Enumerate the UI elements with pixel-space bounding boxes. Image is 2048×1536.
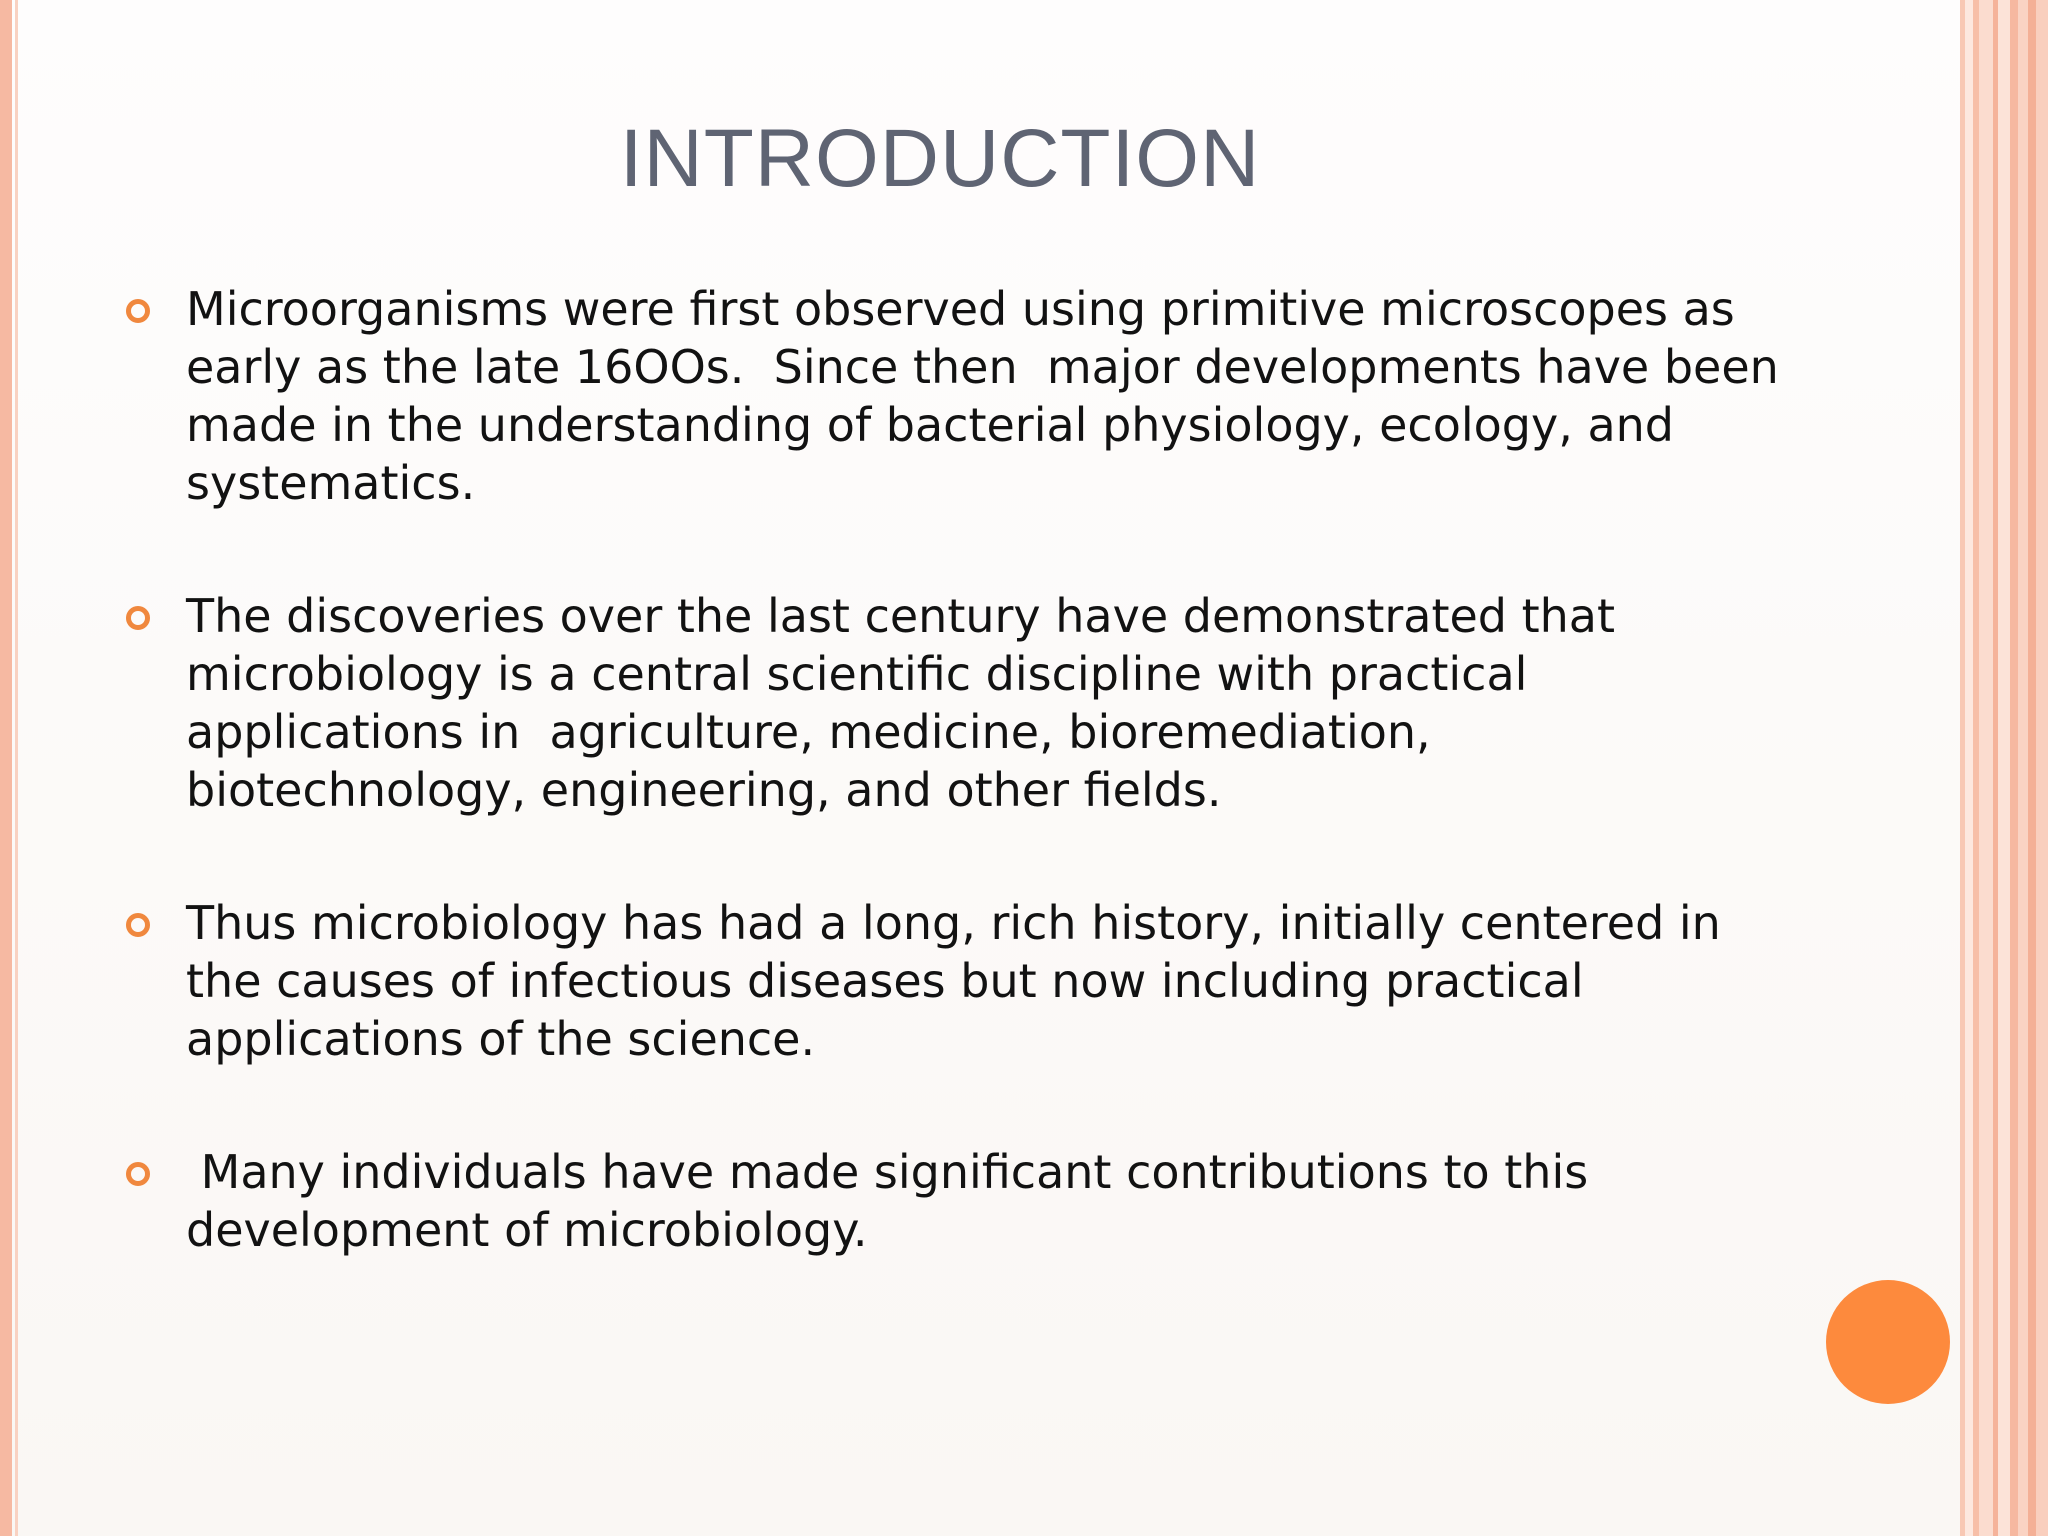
- left-border-inner: [15, 0, 18, 1536]
- bullet-list: [122, 280, 1794, 1334]
- bullet-text: The discoveries over the last century have demonstrated that microbiology is a central scientific discipline with practical applications in agriculture, medicine, bioremediation, biotechnology, engineering, and other fields.: [186, 589, 1630, 817]
- stripe: [2018, 0, 2028, 1536]
- bullet-item: [122, 894, 1782, 1068]
- stripe: [2036, 0, 2048, 1536]
- bullet-item: [122, 1143, 1782, 1259]
- bullet-text: Thus microbiology has had a long, rich history, initially centered in the causes of infectious diseases but now including practical applications of the science.: [186, 896, 1736, 1066]
- stripe: [2028, 0, 2036, 1536]
- bullet-text: Microorganisms were first observed using primitive microscopes as early as the late 16OOs. Since then major developments have been made in the understanding of bacterial physiology, ecology, and systematics.: [186, 282, 1794, 510]
- slide-title: INTRODUCTION: [619, 113, 1261, 204]
- bullet-item: [122, 280, 1794, 512]
- stripe: [1998, 0, 2010, 1536]
- bullet-item: [122, 587, 1782, 819]
- hollow-circle-bullet-icon: [126, 1162, 150, 1186]
- stripe: [1965, 0, 1973, 1536]
- left-border: [0, 0, 12, 1536]
- hollow-circle-bullet-icon: [126, 913, 150, 937]
- hollow-circle-bullet-icon: [126, 299, 150, 323]
- orange-circle-decoration: [1826, 1280, 1950, 1404]
- hollow-circle-bullet-icon: [126, 606, 150, 630]
- bullet-text: Many individuals have made significant contributions to this development of microbiology.: [186, 1145, 1603, 1257]
- stripe: [2010, 0, 2018, 1536]
- right-border-stripes: [1960, 0, 2048, 1536]
- stripe: [1979, 0, 1993, 1536]
